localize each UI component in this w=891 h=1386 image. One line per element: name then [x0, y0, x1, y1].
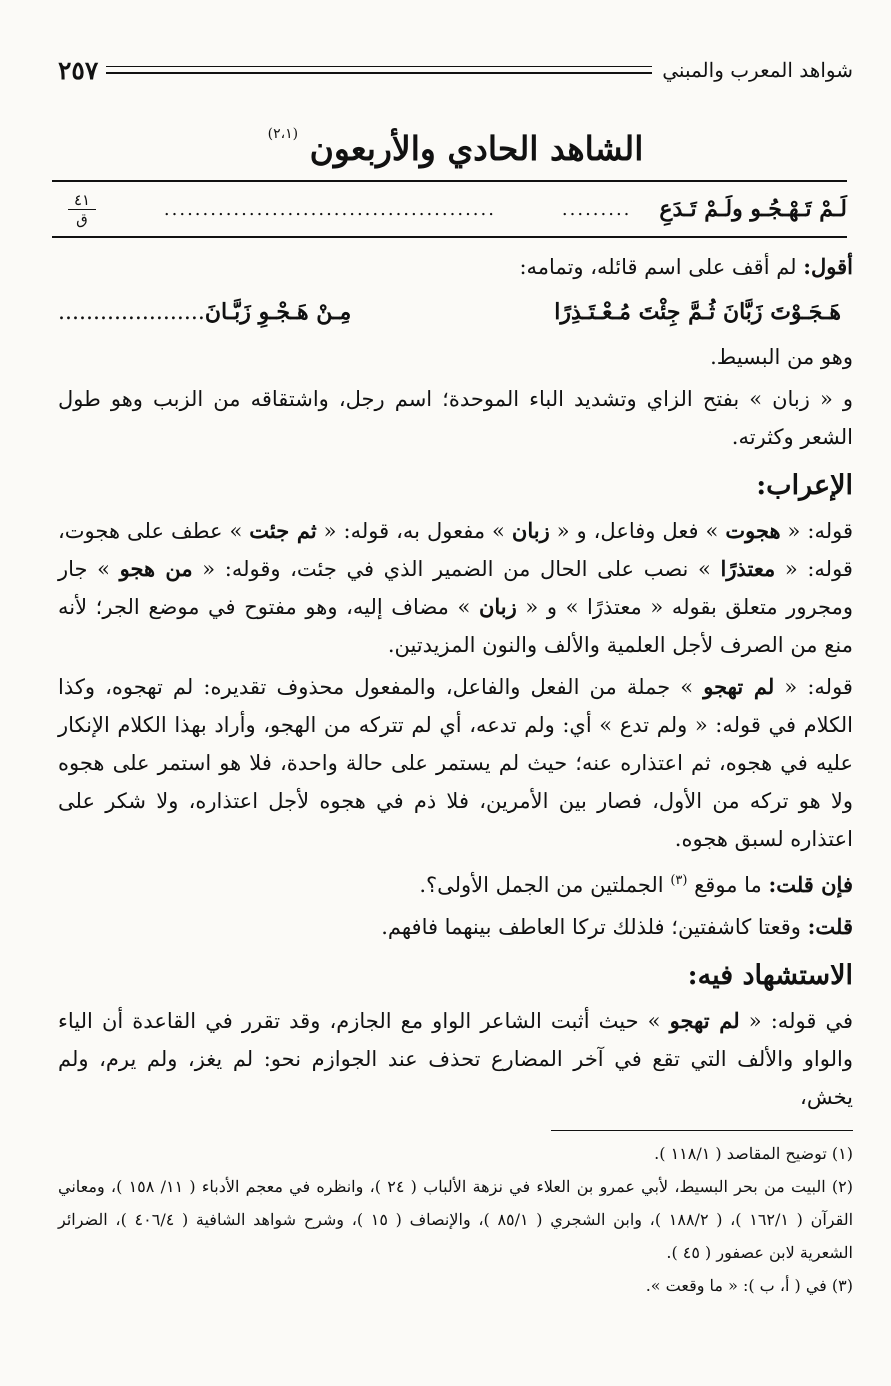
t: لم تهجو: [703, 674, 775, 699]
t: » مفعول به، قوله: «: [316, 519, 512, 543]
t: ما موقع: [687, 873, 769, 897]
intro-paragraph: [58, 248, 853, 286]
t: » نصب على الحال من الضمير الذي في جئت، وقوله: «: [192, 557, 721, 581]
istishhad-heading: الاستشهاد فيه:: [687, 960, 853, 991]
footnote-1: (١) توضيح المقاصد ( ١١٨/١ ).: [654, 1144, 853, 1163]
t: قوله: «: [774, 675, 853, 699]
irab-paragraph-2: [58, 668, 853, 858]
footnote-2: (٢) البيت من بحر البسيط، لأبي عمرو بن العلاء في نزهة الألباب ( ٢٤ )، وانظره في معجم الأدباء ( ١١/ ١٥٨ )، ومعاني القرآن ( ١٦٢/١ )، ( ١٨٨/٢ )، وابن الشجري ( ٨٥/١ )، والإنصاف ( ١٥ )، وشرح شواهد الشافية ( ٤٠٦/٤ )، الضرائر الشعرية لابن عصفور ( ٤٥ ).: [58, 1177, 854, 1262]
t: معتذرًا: [720, 556, 776, 581]
question-lead: فإن قلت:: [768, 872, 853, 897]
istishhad-paragraph: [58, 1002, 853, 1116]
t: قوله: «: [780, 519, 854, 543]
t: » جملة من الفعل والفاعل، والمفعول محذوف تقديره: لم تهجوه، وكذا الكلام في قوله: « ولم تدع » أي: ولم تدعه، أي لم تتركه من الهجو، وأراد بهذا الكلام الإنكار عليه في هجوه، ثم اعتذاره عنه؛ حيث لم يستمر على حالة واحدة، فلا هو استمر على هجوه ولا هو تركه من الأول، فصار بين الأمرين، فلا ذم في هجوه لأجل اعتذاره، ولا شكر على اعتذاره لسبق هجوه.: [58, 675, 853, 851]
meter-line: وهو من البسيط.: [710, 345, 853, 369]
answer-text: وقعتا كاشفتين؛ فلذلك تركا العاطف بينهما فافهم.: [381, 915, 808, 939]
intro-text: لم أقف على اسم قائله، وتمامه:: [519, 255, 804, 279]
verse-box: [52, 180, 847, 238]
verse-dots-right: .........: [561, 198, 632, 220]
irab-heading: الإعراب:: [756, 470, 853, 501]
header-rule: [106, 66, 652, 74]
footnote-ref: (٣): [670, 873, 688, 888]
answer-lead: قلت:: [807, 914, 853, 939]
t: » حيث أثبت الشاعر الواو مع الجازم، وقد تقرر في القاعدة أن الياء والواو والألف التي تقع في آخر المضارع تحذف عند الجوازم نحو: لم يغز، ولم يرم، ولم يخش،: [58, 1009, 853, 1109]
couplet: [58, 292, 853, 332]
verse-dots-left: ...........................................: [163, 198, 496, 220]
irab-paragraph-1: [58, 512, 853, 664]
t: » فعل وفاعل، و «: [549, 519, 726, 543]
t: من هجو: [119, 556, 193, 581]
book-title: شواهد المعرب والمبني: [662, 58, 853, 82]
t: هجوت: [725, 518, 781, 543]
t: » مضاف إليه، وهو مفتوح في موضع الجر؛ لأنه منع من الصرف لأجل العلمية والألف والنون المزيدتين.: [58, 595, 853, 657]
witness-title: الشاهد الحادي والأربعون: [309, 129, 644, 168]
verse-fragment: لَـمْ تَـهْـجُـو ولَـمْ تَـدَعِ: [659, 196, 847, 222]
couplet-first-half: هَـجَـوْتَ زَبَّانَ ثُـمَّ جِئْتَ مُـعْـتَـذِرًا: [554, 299, 841, 325]
heading-note-ref: (٢،١): [267, 126, 299, 142]
t: ثم جئت: [249, 518, 317, 543]
t: لم تهجو: [669, 1008, 740, 1033]
question-line: [58, 862, 853, 904]
t: زبان: [478, 594, 517, 619]
t: » عطف على هجوت، قوله: «: [58, 519, 853, 581]
running-head: [58, 52, 853, 88]
answer-line: [58, 908, 853, 946]
book-page: [58, 52, 853, 1302]
page-number: ٢٥٧: [58, 55, 99, 85]
couplet-dots: .....................: [58, 300, 205, 325]
verse-number-top: ٤١: [68, 191, 96, 210]
footnote-3: (٣) في ( أ، ب ): « ما وقعت ».: [645, 1276, 853, 1295]
t: » جار ومجرور متعلق بقوله « معتذرًا » و «: [58, 557, 853, 619]
witness-heading: [58, 126, 853, 174]
verse-number: [52, 191, 116, 228]
verse-number-bottom: ق: [76, 209, 88, 228]
t: الجملتين من الجمل الأولى؟.: [419, 873, 671, 897]
footnote-rule: [551, 1130, 853, 1131]
intro-lead: أقول:: [803, 254, 853, 279]
zabban-paragraph: و « زبان » بفتح الزاي وتشديد الباء الموحدة؛ اسم رجل، واشتقاقه من الزبب وهو طول الشعر وكثرته.: [58, 387, 853, 449]
t: زبان: [511, 518, 550, 543]
t: في قوله: «: [739, 1009, 853, 1033]
couplet-second-half-wrap: [58, 299, 351, 325]
couplet-second-half: مِـنْ هَـجْـوِ زَبَّـانَ: [204, 299, 352, 325]
footnotes: [58, 1137, 853, 1302]
